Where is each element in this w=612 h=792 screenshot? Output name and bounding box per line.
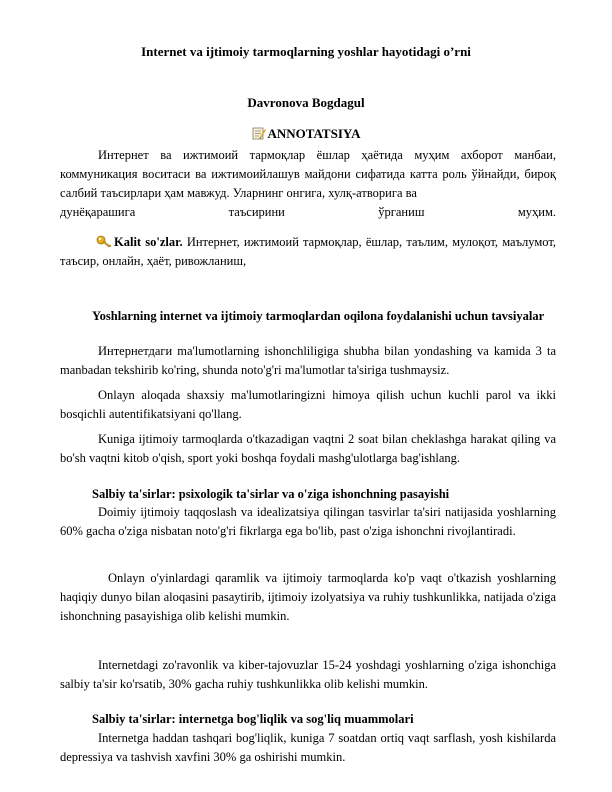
section-1-paragraph	[60, 430, 556, 468]
annotation-line-1: Интернет ва ижтимоий тармоқлар ёшлар ҳаётида муҳим ахборот манбаи, коммуникация воситаси ва ижтимоийлашув майдони сифатида катта роль ўйнайди, бироқ салбий таъсирлари ҳам мавжуд. Уларнинг онгига, хулқ-атворига ва	[60, 148, 556, 200]
annotation-paragraph-end	[60, 203, 556, 222]
section-1-paragraph	[60, 386, 556, 424]
section-3-paragraph-1: Internetga haddan tashqari bog'liqlik, kuniga 7 soatdan ortiq vaqt sarflash, yosh kishilarda depressiya va tashvish xavfini 30% ga oshirishi mumkin.	[60, 731, 556, 764]
annotation-heading: ANNOTATSIYA	[267, 126, 361, 141]
section-1-paragraph-3: Kuniga ijtimoiy tarmoqlarda o'tkazadigan vaqtni 2 soat bilan cheklashga harakat qiling va bo'sh vaqtni kitob o'qish, sport yoki boshqa foydali mashg'ulotlarga bag'ishlang.	[60, 432, 556, 465]
keywords-text: Интернет, ижтимоий тармоқлар, ёшлар, таълим, мулоқот, маълумот, таъсир, онлайн, ҳаёт, ривожланиш,	[60, 235, 556, 268]
section-2-heading: Salbiy ta'sirlar: psixologik ta'sirlar va o'ziga ishonchning pasayishi	[92, 487, 450, 501]
annotation-paragraph	[60, 146, 556, 203]
section-1-heading: Yoshlarning internet va ijtimoiy tarmoqlardan oqilona foydalanishi uchun tavsiyalar	[92, 309, 545, 323]
keywords-label: Kalit so'zlar.	[114, 235, 183, 249]
section-2-paragraph	[60, 503, 556, 541]
document-title: Internet va ijtimoiy tarmoqlarning yoshlar hayotidagi o’rni	[141, 44, 471, 59]
section-3-paragraph	[60, 729, 556, 767]
memo-icon	[252, 126, 266, 140]
keywords-paragraph	[60, 233, 556, 271]
section-2-paragraph-2: Onlayn o'yinlardagi qaramlik va ijtimoiy tarmoqlarda ko'p vaqt o'tkazish yoshlarning haqiqiy dunyo bilan aloqasini pasaytirib, ijtimoiy izolyatsiya va ruhiy tushkunlikka, natijada o'ziga ishonchning pasayishiga olib kelishi mumkin.	[60, 571, 556, 623]
author-name: Davronova Bogdagul	[247, 95, 365, 110]
annotation-line-2: дунёқарашига таъсирини ўрганиш муҳим.	[60, 205, 556, 219]
section-1-paragraph-1: Интернетдаги ma'lumotlarning ishonchliligiga shubha bilan yondashing va kamida 3 ta manbadan tekshirib ko'ring, shunda noto'g'ri ma'lumotlar ta'siriga tushmaysiz.	[60, 344, 556, 377]
section-2-paragraph	[60, 569, 556, 626]
section-2-paragraph-3: Internetdagi zo'ravonlik va kiber-tajovuzlar 15-24 yoshdagi yoshlarning o'ziga ishonchiga salbiy ta'sir ko'rsatib, 30% gacha ruhiy tushkunlikka olib kelishi mumkin.	[60, 658, 556, 691]
section-2-paragraph-1: Doimiy ijtimoiy taqqoslash va idealizatsiya qilingan tasvirlar ta'siri natijasida yoshlarning 60% gacha o'ziga nisbatan noto'g'ri fikrlarga ega bo'lib, past o'ziga ishonchni rivojlantiradi.	[60, 505, 556, 538]
section-3-heading: Salbiy ta'sirlar: internetga bog'liqlik va sog'liq muammolari	[92, 712, 414, 726]
section-2-paragraph	[60, 656, 556, 694]
annotation-heading-row	[0, 126, 612, 142]
key-icon	[96, 234, 112, 248]
section-1-paragraph-2: Onlayn aloqada shaxsiy ma'lumotlaringizni himoya qilish uchun kuchli parol va ikki bosqichli autentifikatsiyani qo'llang.	[60, 388, 556, 421]
section-1-paragraph	[60, 342, 556, 380]
